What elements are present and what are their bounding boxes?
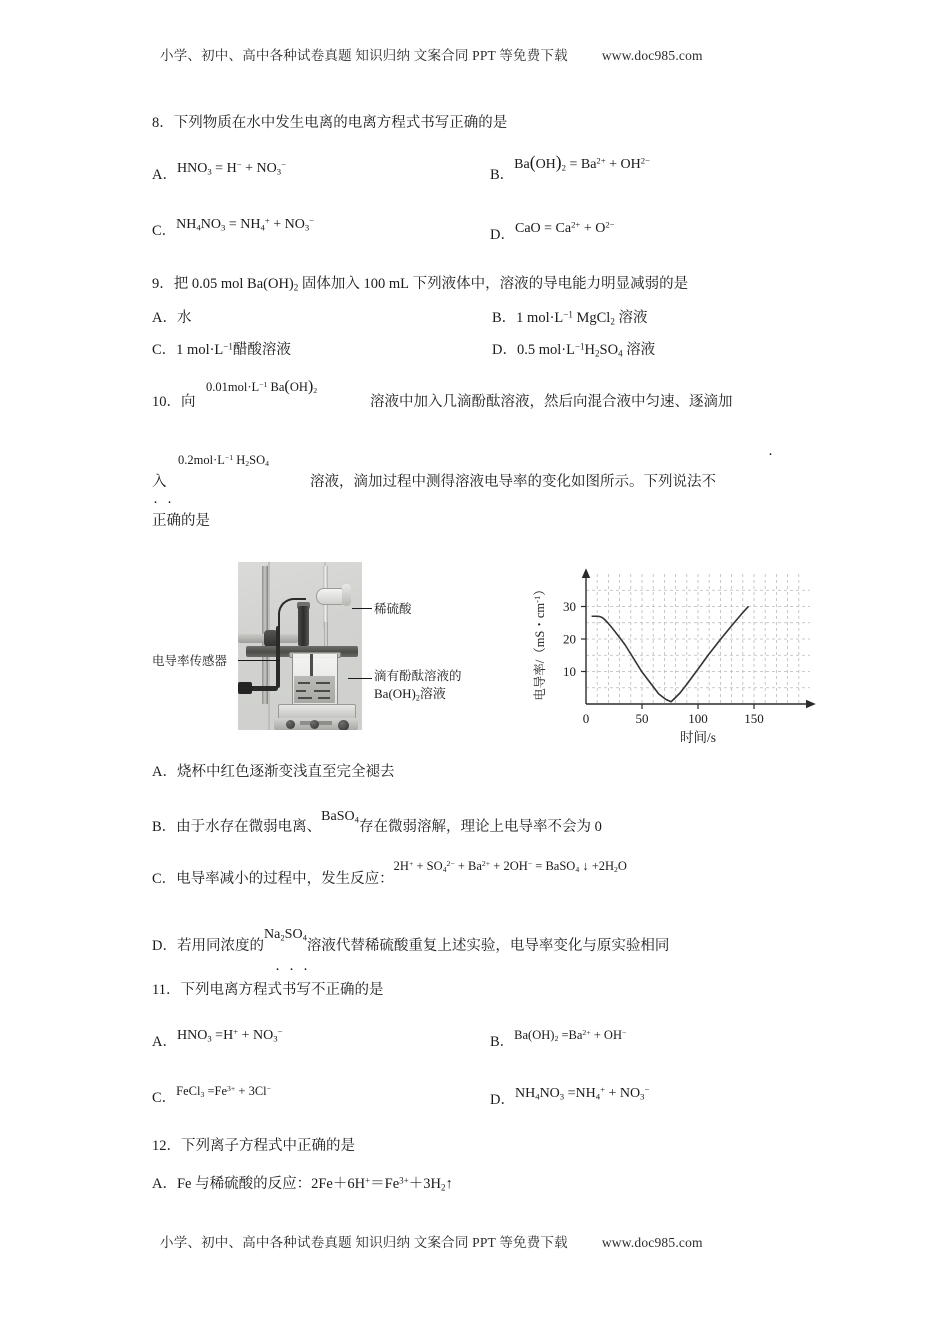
question-12-number: 12． (152, 1138, 181, 1154)
option-d-formula: CaO = $Ca^{2+} + O^{2-}$ (514, 219, 615, 236)
header-watermark-url: www.doc985.com (601, 48, 703, 63)
stirrer-knob-right (338, 720, 349, 730)
chart-x-ticks (642, 704, 754, 709)
question-10-stem-line3: 正确的是 (152, 513, 210, 529)
question-9-option-c[interactable] (152, 340, 291, 360)
question-11-number: 11． (152, 982, 181, 998)
question-10-option-a[interactable] (152, 762, 394, 782)
photo-label-acid: 稀硫酸 (374, 602, 412, 616)
question-10-stem-mid: 溶液中加入几滴酚酞溶液，然后向混合液中匀速、逐滴加 (370, 394, 733, 410)
emphasis-dots-q10-2: ·· (153, 495, 181, 511)
question-8-option-d[interactable] (490, 219, 615, 244)
question-8-option-b[interactable] (490, 152, 651, 184)
question-11-option-c-formula: FeCl$_3$ $=Fe^{3+} + 3Cl^-$ (176, 1083, 272, 1100)
question-8-option-a[interactable] (152, 159, 286, 184)
option-letter-d: D． (490, 1092, 515, 1108)
footer-watermark-url: www.doc985.com (601, 1235, 703, 1250)
question-10-number: 10． (152, 394, 181, 410)
chart-gridlines (586, 574, 810, 704)
conductivity-chart (524, 556, 820, 746)
stirrer-knob-left (286, 720, 295, 729)
question-9-number: 9． (152, 276, 174, 292)
footer-watermark (160, 1231, 800, 1251)
liquid-dash (314, 690, 330, 692)
option-letter-a: A． (152, 1034, 177, 1050)
photo-label-solution-line1: 滴有酚酞溶液的 (374, 669, 462, 683)
question-8-number: 8． (152, 115, 174, 131)
emphasis-dot-q10-1: · (768, 447, 782, 463)
option-letter-b: B． (490, 167, 515, 183)
leader-line-sensor (238, 660, 280, 661)
question-9-option-d-text: D．0.5 $mol\cdot L^{-1}H_2SO_4$ 溶液 (492, 341, 656, 359)
option-letter-d: D． (490, 227, 515, 243)
question-10-figure (152, 556, 820, 746)
question-12-option-a[interactable] (152, 1174, 453, 1194)
footer-watermark-text: 小学、初中、高中各种试卷真题 知识归纳 文案合同 PPT 等免费下载 (160, 1235, 568, 1250)
question-9-option-a[interactable] (152, 308, 191, 328)
option-letter-c: C． (152, 1090, 177, 1106)
question-10-option-d-pre: D．若用同浓度的 (152, 938, 264, 954)
burette-lower-tube (324, 622, 328, 646)
chart-svg (524, 556, 820, 746)
header-watermark (160, 44, 800, 64)
liquid-dash (298, 697, 312, 699)
question-10-option-a-text: A．烧杯中红色逐渐变浅直至完全褪去 (152, 764, 395, 780)
question-11-option-d[interactable] (490, 1084, 650, 1109)
question-12-stem-text: 下列离子方程式中正确的是 (181, 1138, 355, 1154)
question-10-option-b[interactable] (152, 809, 602, 838)
svg-text:100: 100 (688, 711, 708, 726)
svg-text:0: 0 (582, 711, 590, 726)
conductivity-probe (298, 606, 309, 646)
sensor-cable-tail (248, 686, 278, 691)
svg-text:50: 50 (635, 711, 649, 726)
question-12-option-a-text: A．Fe 与稀硫酸的反应：$2Fe+6H^+=Fe^{3+}+3H_2↑$ (152, 1175, 453, 1193)
question-11-stem-text: 下列电离方程式书写不正确的是 (180, 982, 384, 998)
question-9-option-b[interactable] (492, 308, 647, 328)
burette-knob (342, 584, 351, 606)
question-12-stem (152, 1136, 355, 1156)
svg-text:20: 20 (563, 631, 576, 647)
leader-line-acid (352, 608, 372, 609)
question-11-option-b-formula: $Ba(OH)_2 =Ba^{2+} + OH^-$ (514, 1027, 627, 1044)
question-10-option-d[interactable] (152, 927, 670, 957)
chart-y-ticks (581, 607, 586, 672)
question-10-stem-line1 (152, 392, 196, 412)
question-10-option-c-formula: $2H^+ + SO_4^{2-} + Ba^{2+} + 2OH^-$ = BaSO$_4$ ↓ $+2H_2O$ (393, 858, 627, 875)
liquid-dash (316, 682, 330, 684)
liquid-dash (298, 682, 310, 684)
question-10-formula-2: $0.2mol\cdot L^{-1}$ $H_2SO_4$ (178, 452, 270, 469)
question-10-option-d-formula: $Na_2SO_4$ (263, 927, 307, 943)
chart-tick-labels (563, 599, 764, 726)
question-10-option-d-post: 溶液代替稀硫酸重复上述实验，电导率变化与原实验相同 (306, 938, 670, 954)
question-9-stem (152, 274, 688, 294)
apparatus-photo (238, 562, 362, 730)
option-c-formula: $NH_4NO_3 = NH_4^+ + NO_3^-$ (176, 215, 315, 233)
question-10-option-b-post: 存在微弱溶解，理论上电导率不会为 0 (358, 819, 602, 835)
question-10-option-c[interactable] (152, 858, 627, 889)
sensor-cable-run (276, 626, 280, 688)
question-8-stem-text: 下列物质在水中发生电离的电离方程式书写正确的是 (173, 115, 508, 131)
question-9-option-a-text: A．水 (152, 310, 192, 326)
option-b-formula: $Ba(OH)_2 = Ba^{2+} + OH^{2-}$ (514, 152, 651, 173)
emphasis-dots-q11: ··· (275, 962, 317, 978)
question-10-stem-tail: 溶液，滴加过程中测得溶液电导率的变化如图所示。下列说法不 (310, 474, 716, 490)
leader-line-solution (348, 678, 372, 679)
question-10-formula-1: $0.01mol\cdot L^{-1}$ $Ba(OH)_2$ (206, 377, 318, 396)
question-10-option-c-pre: C．电导率减小的过程中，发生反应： (152, 871, 394, 887)
question-10-option-b-pre: B．由于水存在微弱电离、 (152, 819, 322, 835)
header-watermark-text: 小学、初中、高中各种试卷真题 知识归纳 文案合同 PPT 等免费下载 (160, 48, 568, 63)
question-10-option-b-formula: BaSO$_4$ (321, 809, 359, 825)
question-8-option-c[interactable] (152, 215, 315, 240)
chart-ylabel: 电导率/（mS・$cm^{-1}$） (532, 583, 547, 701)
question-11-option-c[interactable] (152, 1083, 272, 1107)
question-8-stem (152, 113, 507, 133)
question-10-stem-line2 (152, 472, 167, 492)
liquid-dash (318, 697, 330, 699)
question-9-option-c-text: C．1 $mol\cdot L^{-1}$醋酸溶液 (152, 341, 291, 358)
chart-xlabel: 时间/s (679, 730, 717, 745)
question-11-option-b[interactable] (490, 1027, 627, 1051)
question-11-option-d-formula: $NH_4NO_3 =NH_4^+ + NO_3^-$ (514, 1084, 650, 1102)
svg-text:150: 150 (744, 711, 764, 726)
svg-text:30: 30 (563, 599, 576, 614)
question-11-option-a-formula: $HNO_3 =H^+ + NO_3^-$ (176, 1026, 283, 1044)
option-letter-a: A． (152, 167, 177, 183)
question-10-stem-pre: 向 (181, 394, 196, 410)
question-9-option-b-text: B．1 $mol\cdot L^{-1}$ MgCl$_2$ 溶液 (492, 309, 648, 327)
photo-label-sensor: 电导率传感器 (152, 654, 228, 668)
question-9-stem-text: 把 0.05 mol $Ba(OH)_2$ 固体加入 100 mL 下列液体中，溶液的导电能力明显减弱的是 (173, 276, 689, 293)
stirrer-knob-mid (310, 720, 319, 729)
option-a-formula: $HNO_3 = H^- + NO_3^-$ (176, 159, 286, 177)
question-9-option-d[interactable] (492, 340, 655, 360)
liquid-dash (296, 690, 306, 692)
question-11-stem (152, 980, 383, 1000)
option-letter-b: B． (490, 1034, 515, 1050)
sensor-plug (238, 682, 252, 694)
question-11-option-a[interactable] (152, 1026, 283, 1051)
svg-text:10: 10 (563, 664, 576, 679)
option-letter-c: C． (152, 223, 177, 239)
photo-label-solution-line2: $Ba(OH)_2$溶液 (374, 686, 446, 703)
question-10-stem-in: 入 (152, 474, 167, 490)
